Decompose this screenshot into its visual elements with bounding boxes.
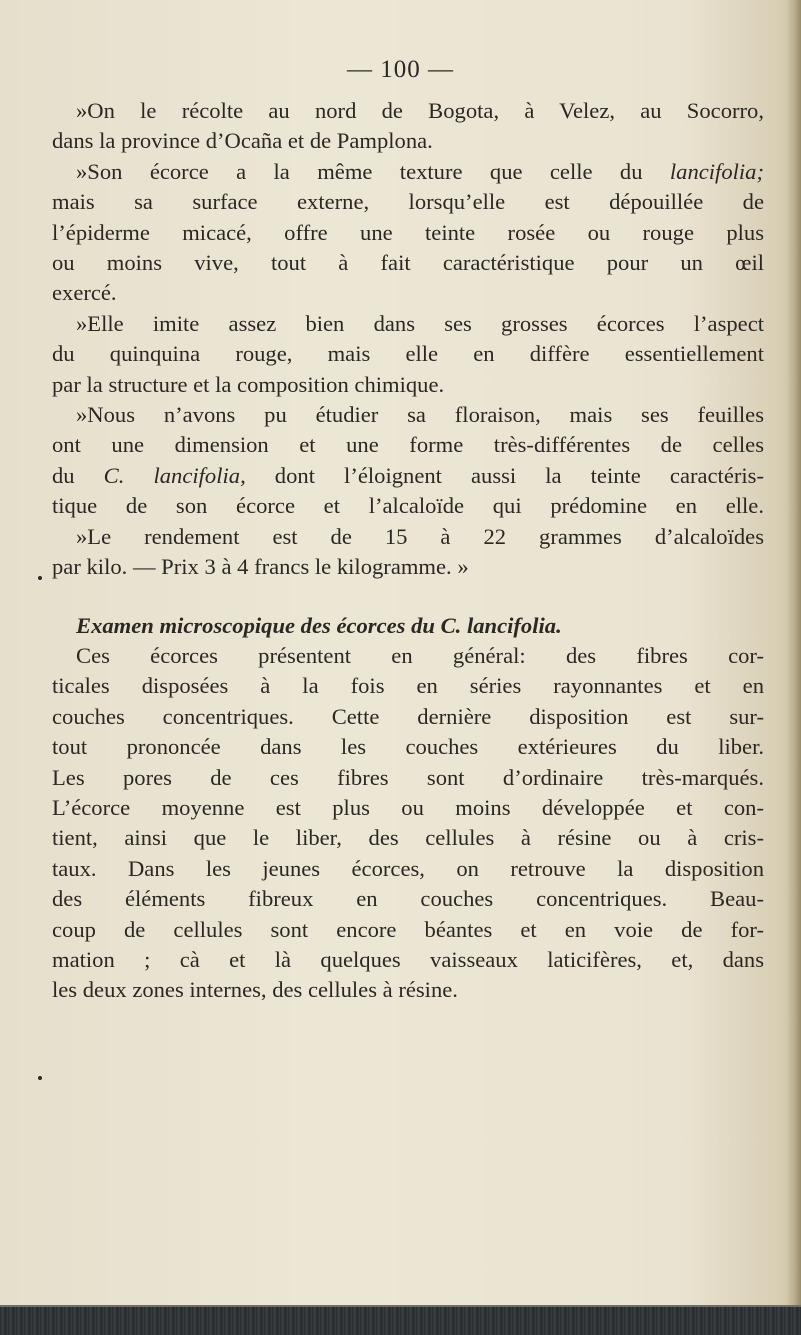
text-line: tout prononcée dans les couches extérieures du liber. bbox=[52, 734, 764, 760]
text-line: mais sa surface externe, lorsqu’elle est dépouillée de bbox=[52, 189, 764, 215]
text-line: par kilo. — Prix 3 à 4 francs le kilogramme. » bbox=[52, 554, 469, 580]
text-line: mation ; cà et là quelques vaisseaux laticifères, et, dans bbox=[52, 946, 764, 972]
text-line: ou moins vive, tout à fait caractéristique pour un œil bbox=[52, 250, 764, 276]
text-line: Ces écorces présentent en général: des fibres cor- bbox=[76, 642, 764, 668]
text-line: exercé. bbox=[52, 280, 117, 306]
text-line: dans la province d’Ocaña et de Pamplona. bbox=[52, 128, 433, 154]
paragraphs-bottom bbox=[52, 641, 764, 1006]
text-line: l’épiderme micacé, offre une teinte rosée ou rouge plus bbox=[52, 219, 764, 245]
text-line: tique de son écorce et l’alcaloïde qui prédomine en elle. bbox=[52, 493, 764, 519]
text-line: ticales disposées à la fois en séries rayonnantes et en bbox=[52, 673, 764, 699]
text-line: Les pores de ces fibres sont d’ordinaire très-marqués. bbox=[52, 764, 764, 790]
text-line: coup de cellules sont encore béantes et en voie de for- bbox=[52, 916, 764, 942]
page-body bbox=[52, 96, 764, 1006]
section-heading: Examen microscopique des écorces du C. lancifolia. bbox=[76, 612, 562, 638]
text-line: »Nous n’avons pu étudier sa floraison, mais ses feuilles bbox=[76, 402, 764, 428]
text-line: des éléments fibreux en couches concentriques. Beau- bbox=[52, 886, 764, 912]
scan-bottom-band bbox=[0, 1305, 801, 1335]
text-line: L’écorce moyenne est plus ou moins développée et con- bbox=[52, 794, 764, 820]
text-line: du quinquina rouge, mais elle en diffère essentiellement bbox=[52, 341, 764, 367]
section-gap bbox=[52, 583, 764, 611]
print-speck bbox=[38, 576, 42, 580]
text-line: taux. Dans les jeunes écorces, on retrouve la disposition bbox=[52, 855, 764, 881]
text-line: »Elle imite assez bien dans ses grosses écorces l’aspect bbox=[76, 310, 764, 336]
text-line: tient, ainsi que le liber, des cellules à résine ou à cris- bbox=[52, 825, 764, 851]
page-edge-shadow bbox=[787, 0, 801, 1335]
text-line: »Son écorce a la même texture que celle du lancifolia; bbox=[76, 158, 764, 184]
text-line: par la structure et la composition chimique. bbox=[52, 371, 445, 397]
text-line: »Le rendement est de 15 à 22 grammes d’alcaloïdes bbox=[76, 523, 764, 549]
text-line: du C. lancifolia, dont l’éloignent aussi la teinte caractéris- bbox=[52, 462, 764, 488]
page-number: — 100 — bbox=[347, 56, 454, 83]
text-line: ont une dimension et une forme très-différentes de celles bbox=[52, 432, 764, 458]
text-line: »On le récolte au nord de Bogota, à Velez, au Socorro, bbox=[76, 98, 764, 123]
text-line: couches concentriques. Cette dernière disposition est sur- bbox=[52, 703, 764, 729]
print-speck bbox=[38, 1076, 42, 1080]
paragraphs-top bbox=[52, 96, 764, 583]
text-line: les deux zones internes, des cellules à résine. bbox=[52, 977, 458, 1003]
